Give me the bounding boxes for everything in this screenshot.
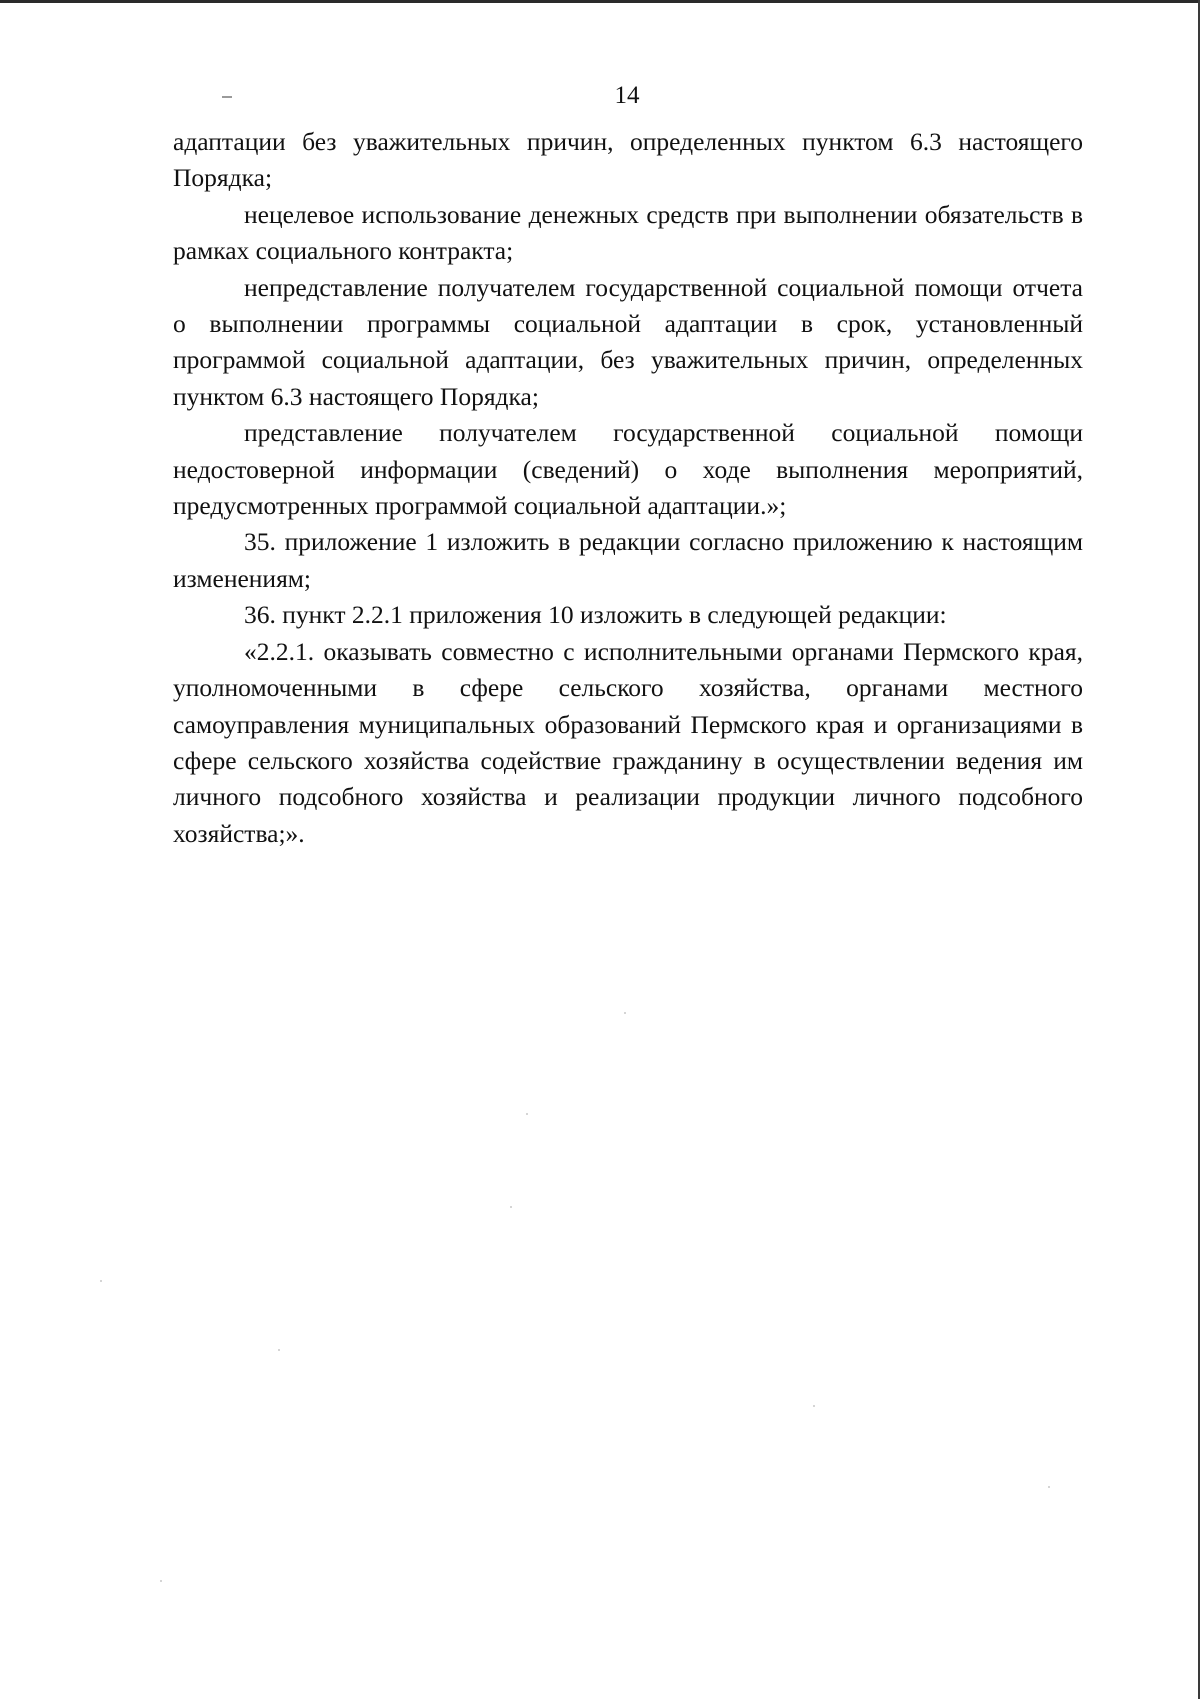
scan-top-edge — [0, 0, 1200, 3]
paragraph-continuation: адаптации без уважительных причин, определенных пунктом 6.3 настоящего Порядка; — [173, 127, 1083, 193]
paragraph-item-35: 35. приложение 1 изложить в редакции согласно приложению к настоящим изменениям; — [173, 527, 1083, 593]
paragraph-quoted-clause: «2.2.1. оказывать совместно с исполнительными органами Пермского края, уполномоченными в сфере сельского хозяйства, органами местного самоуправления муниципальных образований Пермского края и организациями в сфере сельского хозяйства содействие гражданину в осуществлении ведения им личного подсобного хозяйства и реализации продукции личного подсобного хозяйства;». — [173, 636, 1083, 848]
paragraph: нецелевое использование денежных средств при выполнении обязательств в рамках социального контракта; — [173, 199, 1083, 266]
paragraph-item-36: 36. пункт 2.2.1 приложения 10 изложить в следующей редакции: — [244, 600, 947, 630]
paragraph: непредставление получателем государственной социальной помощи отчета о выполнении программы социальной адаптации в срок, установленный программой социальной адаптации, без уважительных причин, определенных пунктом 6.3 настоящего Порядка; — [173, 272, 1083, 411]
document-body — [173, 124, 1083, 852]
paragraph: представление получателем государственной социальной помощи недостоверной информации (сведений) о ходе выполнения мероприятий, предусмотренных программой социальной адаптации.»; — [173, 418, 1083, 521]
page-number: 14 — [614, 82, 640, 109]
